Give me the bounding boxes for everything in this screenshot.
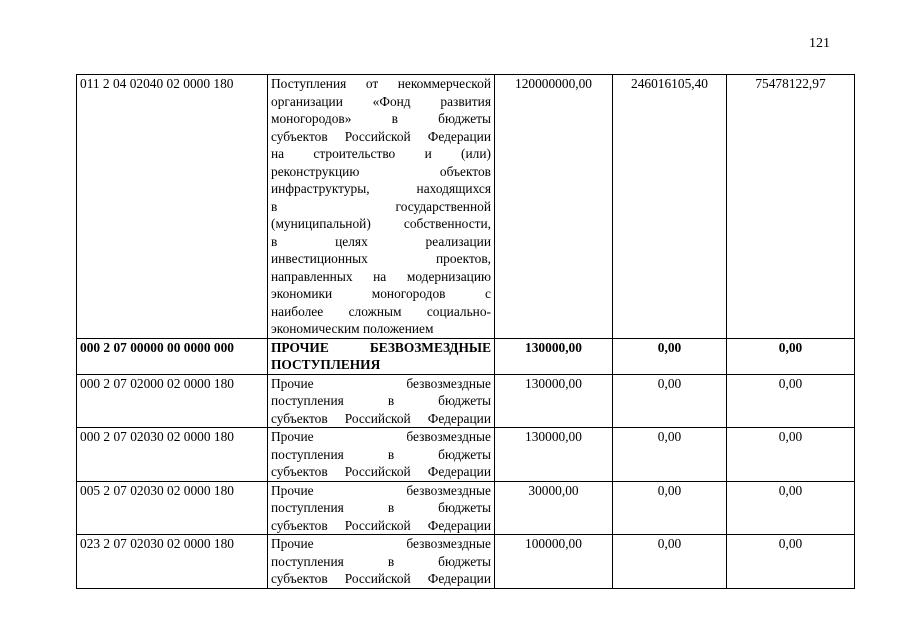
revenue-name-line: инфраструктуры, находящихся xyxy=(271,181,491,196)
revenue-name-line: ПРОЧИЕ БЕЗВОЗМЕЗДНЫЕ xyxy=(271,339,491,355)
amount-cell-v3: 0,00 xyxy=(727,374,855,428)
revenue-name-cell xyxy=(268,374,495,428)
table-row xyxy=(77,535,855,589)
revenue-name-cell xyxy=(268,75,495,339)
table-body xyxy=(77,75,855,589)
revenue-name-line: субъектов Российской Федерации xyxy=(271,517,491,533)
amount-cell-v1: 130000,00 xyxy=(495,428,613,482)
revenue-name-line: экономическим положением xyxy=(271,321,434,336)
amount-cell-v1: 130000,00 xyxy=(495,338,613,374)
amount-cell-v3: 0,00 xyxy=(727,338,855,374)
revenue-name-line: организации «Фонд развития xyxy=(271,93,491,109)
revenue-name-line: субъектов Российской Федерации xyxy=(271,410,491,426)
revenue-name-line: реконструкцию объектов xyxy=(271,163,491,179)
revenue-name-line: Поступления от некоммерческой xyxy=(271,76,491,91)
revenue-table xyxy=(76,74,855,589)
revenue-name-cell xyxy=(268,338,495,374)
amount-cell-v2: 0,00 xyxy=(613,428,727,482)
revenue-name-line: субъектов Российской Федерации xyxy=(271,464,491,479)
revenue-name-line: субъектов Российской Федерации xyxy=(271,571,491,586)
revenue-name-line: в целях реализации xyxy=(271,233,491,249)
budget-code-cell: 011 2 04 02040 02 0000 180 xyxy=(77,75,268,339)
revenue-name-line: Прочие безвозмездные xyxy=(271,536,491,551)
table-row xyxy=(77,338,855,374)
revenue-name-cell xyxy=(268,535,495,589)
amount-cell-v1: 100000,00 xyxy=(495,535,613,589)
budget-code-cell: 005 2 07 02030 02 0000 180 xyxy=(77,481,268,535)
revenue-name-line: направленных на модернизацию xyxy=(271,268,491,284)
amount-cell-v2: 0,00 xyxy=(613,535,727,589)
revenue-name-line: экономики моногородов с xyxy=(271,286,491,301)
revenue-name-cell xyxy=(268,428,495,482)
revenue-name-line: поступления в бюджеты xyxy=(271,553,491,569)
amount-cell-v2: 0,00 xyxy=(613,338,727,374)
revenue-name-line: поступления в бюджеты xyxy=(271,500,491,515)
amount-cell-v3: 0,00 xyxy=(727,535,855,589)
revenue-name-line: наиболее сложным социально- xyxy=(271,303,491,319)
table-row xyxy=(77,75,855,339)
table-row xyxy=(77,481,855,535)
revenue-name-line: инвестиционных проектов, xyxy=(271,251,491,266)
amount-cell-v3: 75478122,97 xyxy=(727,75,855,339)
revenue-name-line: поступления в бюджеты xyxy=(271,446,491,462)
amount-cell-v1: 130000,00 xyxy=(495,374,613,428)
budget-code-cell: 000 2 07 02000 02 0000 180 xyxy=(77,374,268,428)
table-row xyxy=(77,374,855,428)
budget-code-cell: 000 2 07 00000 00 0000 000 xyxy=(77,338,268,374)
amount-cell-v2: 0,00 xyxy=(613,374,727,428)
amount-cell-v1: 120000000,00 xyxy=(495,75,613,339)
revenue-name-line: субъектов Российской Федерации xyxy=(271,128,491,144)
revenue-name-line: поступления в бюджеты xyxy=(271,393,491,408)
budget-code-cell: 000 2 07 02030 02 0000 180 xyxy=(77,428,268,482)
amount-cell-v3: 0,00 xyxy=(727,428,855,482)
revenue-name-line: на строительство и (или) xyxy=(271,146,491,161)
revenue-name-line: ПОСТУПЛЕНИЯ xyxy=(271,357,381,372)
amount-cell-v3: 0,00 xyxy=(727,481,855,535)
revenue-name-line: Прочие безвозмездные xyxy=(271,429,491,444)
page-number: 121 xyxy=(809,36,830,51)
revenue-name-line: (муниципальной) собственности, xyxy=(271,216,491,231)
revenue-name-line: Прочие безвозмездные xyxy=(271,482,491,498)
revenue-name-line: в государственной xyxy=(271,198,491,214)
revenue-name-line: моногородов» в бюджеты xyxy=(271,111,491,126)
amount-cell-v2: 246016105,40 xyxy=(613,75,727,339)
amount-cell-v2: 0,00 xyxy=(613,481,727,535)
amount-cell-v1: 30000,00 xyxy=(495,481,613,535)
table-row xyxy=(77,428,855,482)
budget-code-cell: 023 2 07 02030 02 0000 180 xyxy=(77,535,268,589)
revenue-name-line: Прочие безвозмездные xyxy=(271,375,491,391)
revenue-name-cell xyxy=(268,481,495,535)
